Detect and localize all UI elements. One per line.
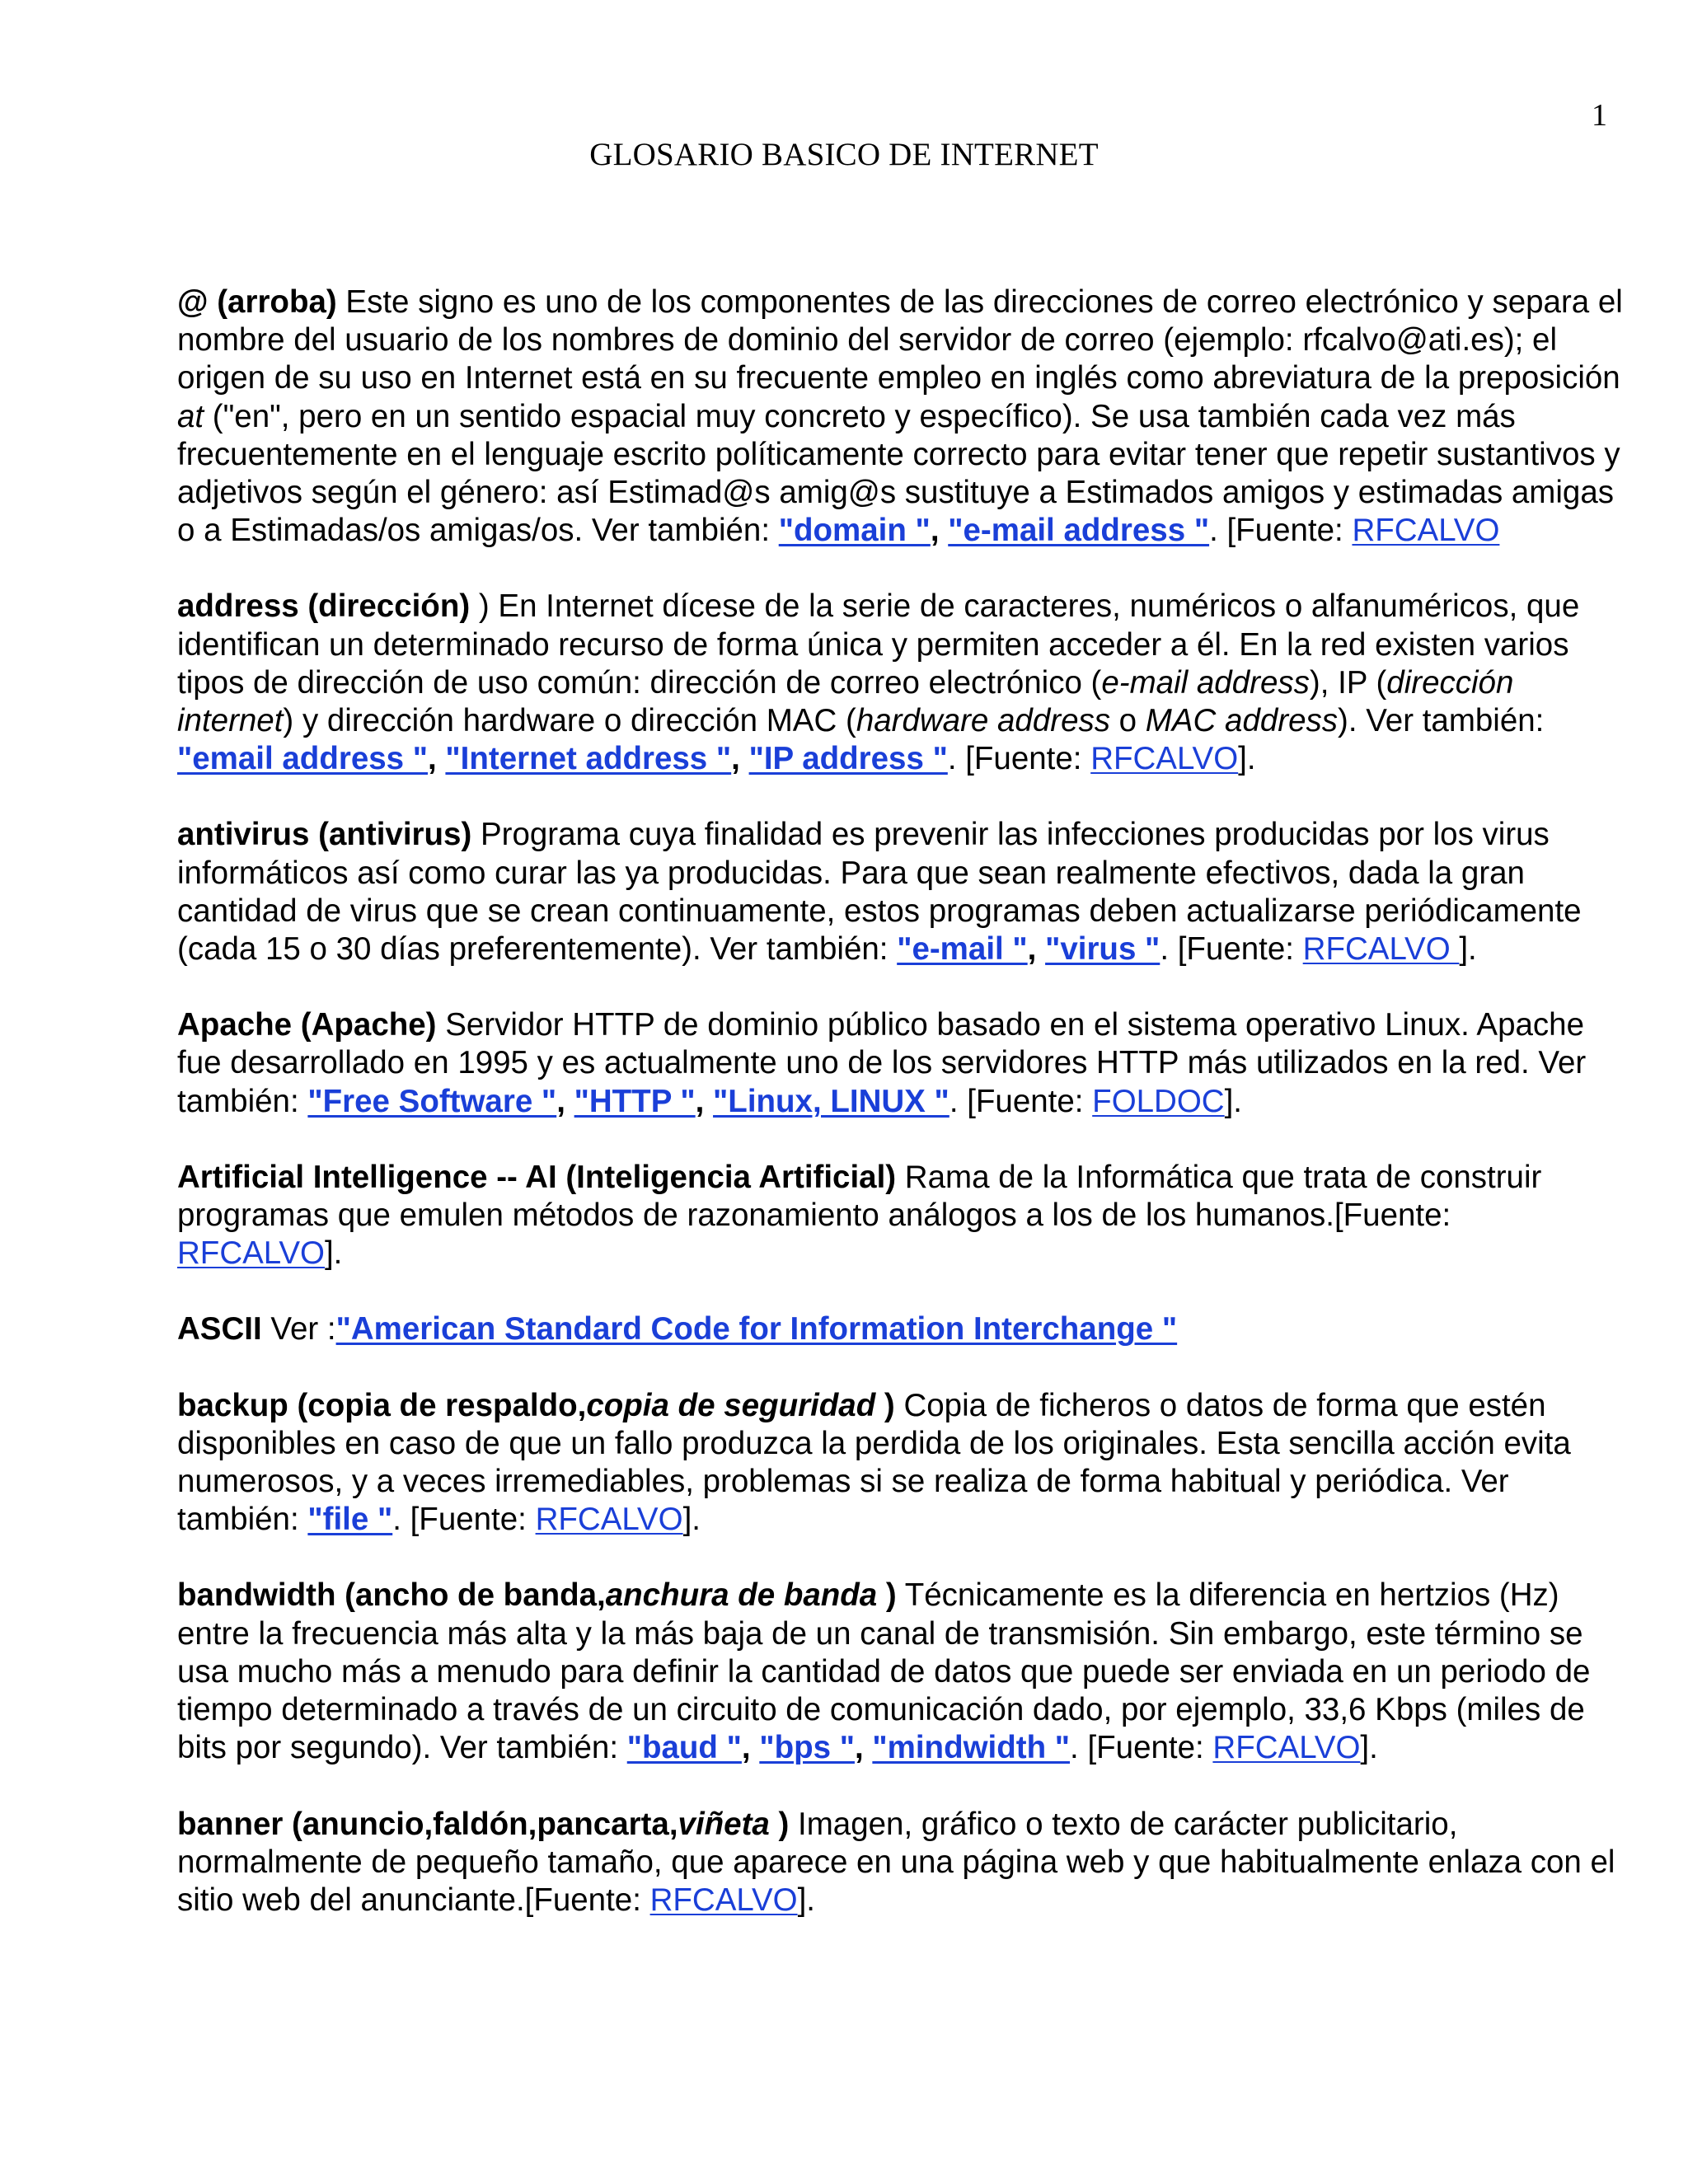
source-suffix: ]. — [1238, 741, 1256, 777]
see-also-link-file[interactable]: "file " — [307, 1502, 393, 1538]
see-also-link-internet-address[interactable]: "Internet address " — [445, 741, 732, 777]
see-also-link-ascii[interactable]: "American Standard Code for Information Interchange " — [335, 1311, 1178, 1347]
separator: , — [930, 513, 949, 549]
definition: Programa cuya finalidad es prevenir las infecciones producidas por los virus informáticos así como curar las ya producidas. Para que sean realmente efectivos, dada la gran cantidad de virus que se crean continuamente, estos programas deben actualizarse periódicamente (cada 15 o 30 días preferentemente). Ver también: — [177, 817, 1582, 968]
term: Artificial Intelligence -- AI (Inteligencia Artificial) — [177, 1159, 897, 1195]
separator: , — [741, 1730, 760, 1766]
source-prefix: . [Fuente: — [1160, 931, 1303, 968]
definition: ). Ver también: — [1338, 703, 1545, 739]
entry-bandwidth — [177, 1577, 1624, 1767]
term — [177, 1577, 897, 1613]
term: @ (arroba) — [177, 284, 337, 320]
entry-apache — [177, 1006, 1624, 1121]
term: Apache (Apache) — [177, 1007, 437, 1043]
see-also-link-email-address[interactable]: "e-mail address " — [948, 513, 1210, 549]
source-link-rfcalvo[interactable]: RFCALVO — [649, 1882, 798, 1918]
definition: Ver : — [261, 1311, 336, 1347]
see-also-link-linux[interactable]: "Linux, LINUX " — [713, 1083, 950, 1119]
source-prefix: . [Fuente: — [949, 1083, 1093, 1119]
definition: ("en", pero en un sentido espacial muy concreto y específico). Se usa también cada vez más frecuentemente en el lenguaje escrito políticamente correcto para evitar tener que repetir sustantivos y adjetivos según el género: así Estimad@s amig@s sustituye a Estimados amigos y estimadas amigas o a Estimadas/os amigas/os. Ver también: — [177, 398, 1620, 549]
entry-banner — [177, 1806, 1624, 1920]
source-suffix: ]. — [1459, 931, 1477, 968]
source-link-rfcalvo[interactable]: RFCALVO — [1352, 513, 1500, 549]
source-link-rfcalvo[interactable]: RFCALVO — [535, 1502, 683, 1538]
definition: Este signo es uno de los componentes de las direcciones de correo electrónico y separa el nombre del usuario de los nombres de dominio del servidor de correo (ejemplo: rfcalvo@ati.es); el origen de su uso en Internet está en su frecuente empleo en inglés como abreviatura de la preposición — [177, 284, 1623, 396]
see-also-link-domain[interactable]: "domain " — [778, 513, 931, 549]
term-close: ) — [769, 1806, 790, 1842]
term-main: banner (anuncio,faldón,pancarta, — [177, 1806, 678, 1842]
source-prefix: . [Fuente: — [1209, 513, 1353, 549]
term-italic: viñeta — [678, 1806, 770, 1842]
definition-italic: hardware address — [856, 703, 1110, 739]
definition: ), IP ( — [1309, 664, 1387, 701]
see-also-link-email[interactable]: "e-mail " — [897, 931, 1028, 968]
source-suffix: ]. — [1360, 1730, 1378, 1766]
term-italic: anchura de banda — [605, 1577, 878, 1614]
separator: , — [854, 1730, 873, 1766]
term — [177, 1388, 895, 1423]
separator: , — [695, 1083, 714, 1119]
source-suffix: ]. — [682, 1502, 701, 1538]
definition: Copia de ficheros o datos de forma que estén disponibles en caso de que un fallo produzca la perdida de los originales. Esta sencilla acción evita numerosos, y a veces irremediables, problemas si se realiza de forma habitual y periódica. Ver también: — [177, 1387, 1571, 1538]
document-title: GLOSARIO BASICO DE INTERNET — [589, 137, 1099, 172]
see-also-link-mindwidth[interactable]: "mindwidth " — [872, 1730, 1071, 1766]
entry-antivirus — [177, 816, 1624, 968]
see-also-link-free-software[interactable]: "Free Software " — [307, 1083, 557, 1119]
entry-artificial-intelligence — [177, 1159, 1624, 1273]
definition: ) En Internet dícese de la serie de caracteres, numéricos o alfanuméricos, que identifican un determinado recurso de forma única y permiten acceder a él. En la red existen varios tipos de dirección de uso común: dirección de correo electrónico ( — [177, 588, 1580, 701]
separator: , — [428, 741, 446, 777]
separator: , — [556, 1083, 574, 1119]
see-also-link-virus[interactable]: "virus " — [1045, 931, 1160, 968]
glossary — [177, 284, 1624, 1957]
source-prefix: . [Fuente: — [392, 1502, 536, 1538]
definition-italic: e-mail address — [1101, 664, 1310, 701]
source-link-rfcalvo[interactable]: RFCALVO — [177, 1235, 325, 1272]
definition: Servidor HTTP de dominio público basado en el sistema operativo Linux. Apache fue desarrollado en 1995 y es actualmente uno de los servidores HTTP más utilizados en la red. Ver también: — [177, 1007, 1587, 1119]
see-also-link-bps[interactable]: "bps " — [759, 1730, 855, 1766]
entry-backup — [177, 1387, 1624, 1540]
definition-italic: dirección internet — [177, 664, 1514, 739]
separator: , — [731, 741, 749, 777]
see-also-link-baud[interactable]: "baud " — [626, 1730, 742, 1766]
source-link-rfcalvo[interactable]: RFCALVO — [1212, 1730, 1361, 1766]
source-prefix: . [Fuente: — [1070, 1730, 1213, 1766]
see-also-link-ip-address[interactable]: "IP address " — [748, 741, 948, 777]
entry-arroba — [177, 284, 1624, 550]
see-also-link-email-address[interactable]: "email address " — [177, 741, 429, 777]
entry-ascii — [177, 1310, 1624, 1348]
entry-address — [177, 588, 1624, 778]
term-main: bandwidth (ancho de banda, — [177, 1577, 606, 1614]
term: antivirus (antivirus) — [177, 817, 472, 853]
source-prefix: . [Fuente: — [947, 741, 1091, 777]
definition: Imagen, gráfico o texto de carácter publicitario, normalmente de pequeño tamaño, que aparece en una página web y que habitualmente enlaza con el sitio web del anunciante.[Fuente: — [177, 1806, 1615, 1918]
term — [177, 1807, 789, 1842]
term: address (dirección) — [177, 588, 471, 625]
definition: o — [1109, 703, 1146, 739]
source-link-rfcalvo[interactable]: RFCALVO — [1090, 741, 1239, 777]
definition-italic: at — [177, 398, 204, 434]
term-italic: copia de seguridad — [586, 1387, 876, 1423]
separator: , — [1027, 931, 1046, 968]
source-suffix: ]. — [1224, 1083, 1243, 1119]
source-link-rfcalvo[interactable]: RFCALVO — [1302, 931, 1460, 968]
source-link-foldoc[interactable]: FOLDOC — [1092, 1083, 1225, 1119]
page-number: 1 — [1592, 98, 1607, 133]
definition-italic: MAC address — [1145, 703, 1339, 739]
see-also-link-http[interactable]: "HTTP " — [574, 1083, 696, 1119]
term-close: ) — [877, 1577, 897, 1614]
term-main: backup (copia de respaldo, — [177, 1387, 587, 1423]
term: ASCII — [177, 1311, 262, 1347]
term-close: ) — [875, 1387, 895, 1423]
definition: Técnicamente es la diferencia en hertzios (Hz) entre la frecuencia más alta y la más baja de un canal de transmisión. Sin embargo, este término se usa mucho más a menudo para definir la cantidad de datos que puede ser enviada en un periodo de tiempo determinado a través de un circuito de comunicación dado, por ejemplo, 33,6 Kbps (miles de bits por segundo). Ver también: — [177, 1577, 1591, 1766]
definition: Rama de la Informática que trata de construir programas que emulen métodos de razonamiento análogos a los de los humanos.[Fuente: — [177, 1159, 1542, 1234]
source-suffix: ]. — [797, 1882, 815, 1918]
definition: ) y dirección hardware o dirección MAC ( — [283, 703, 856, 739]
source-suffix: ]. — [324, 1235, 343, 1272]
